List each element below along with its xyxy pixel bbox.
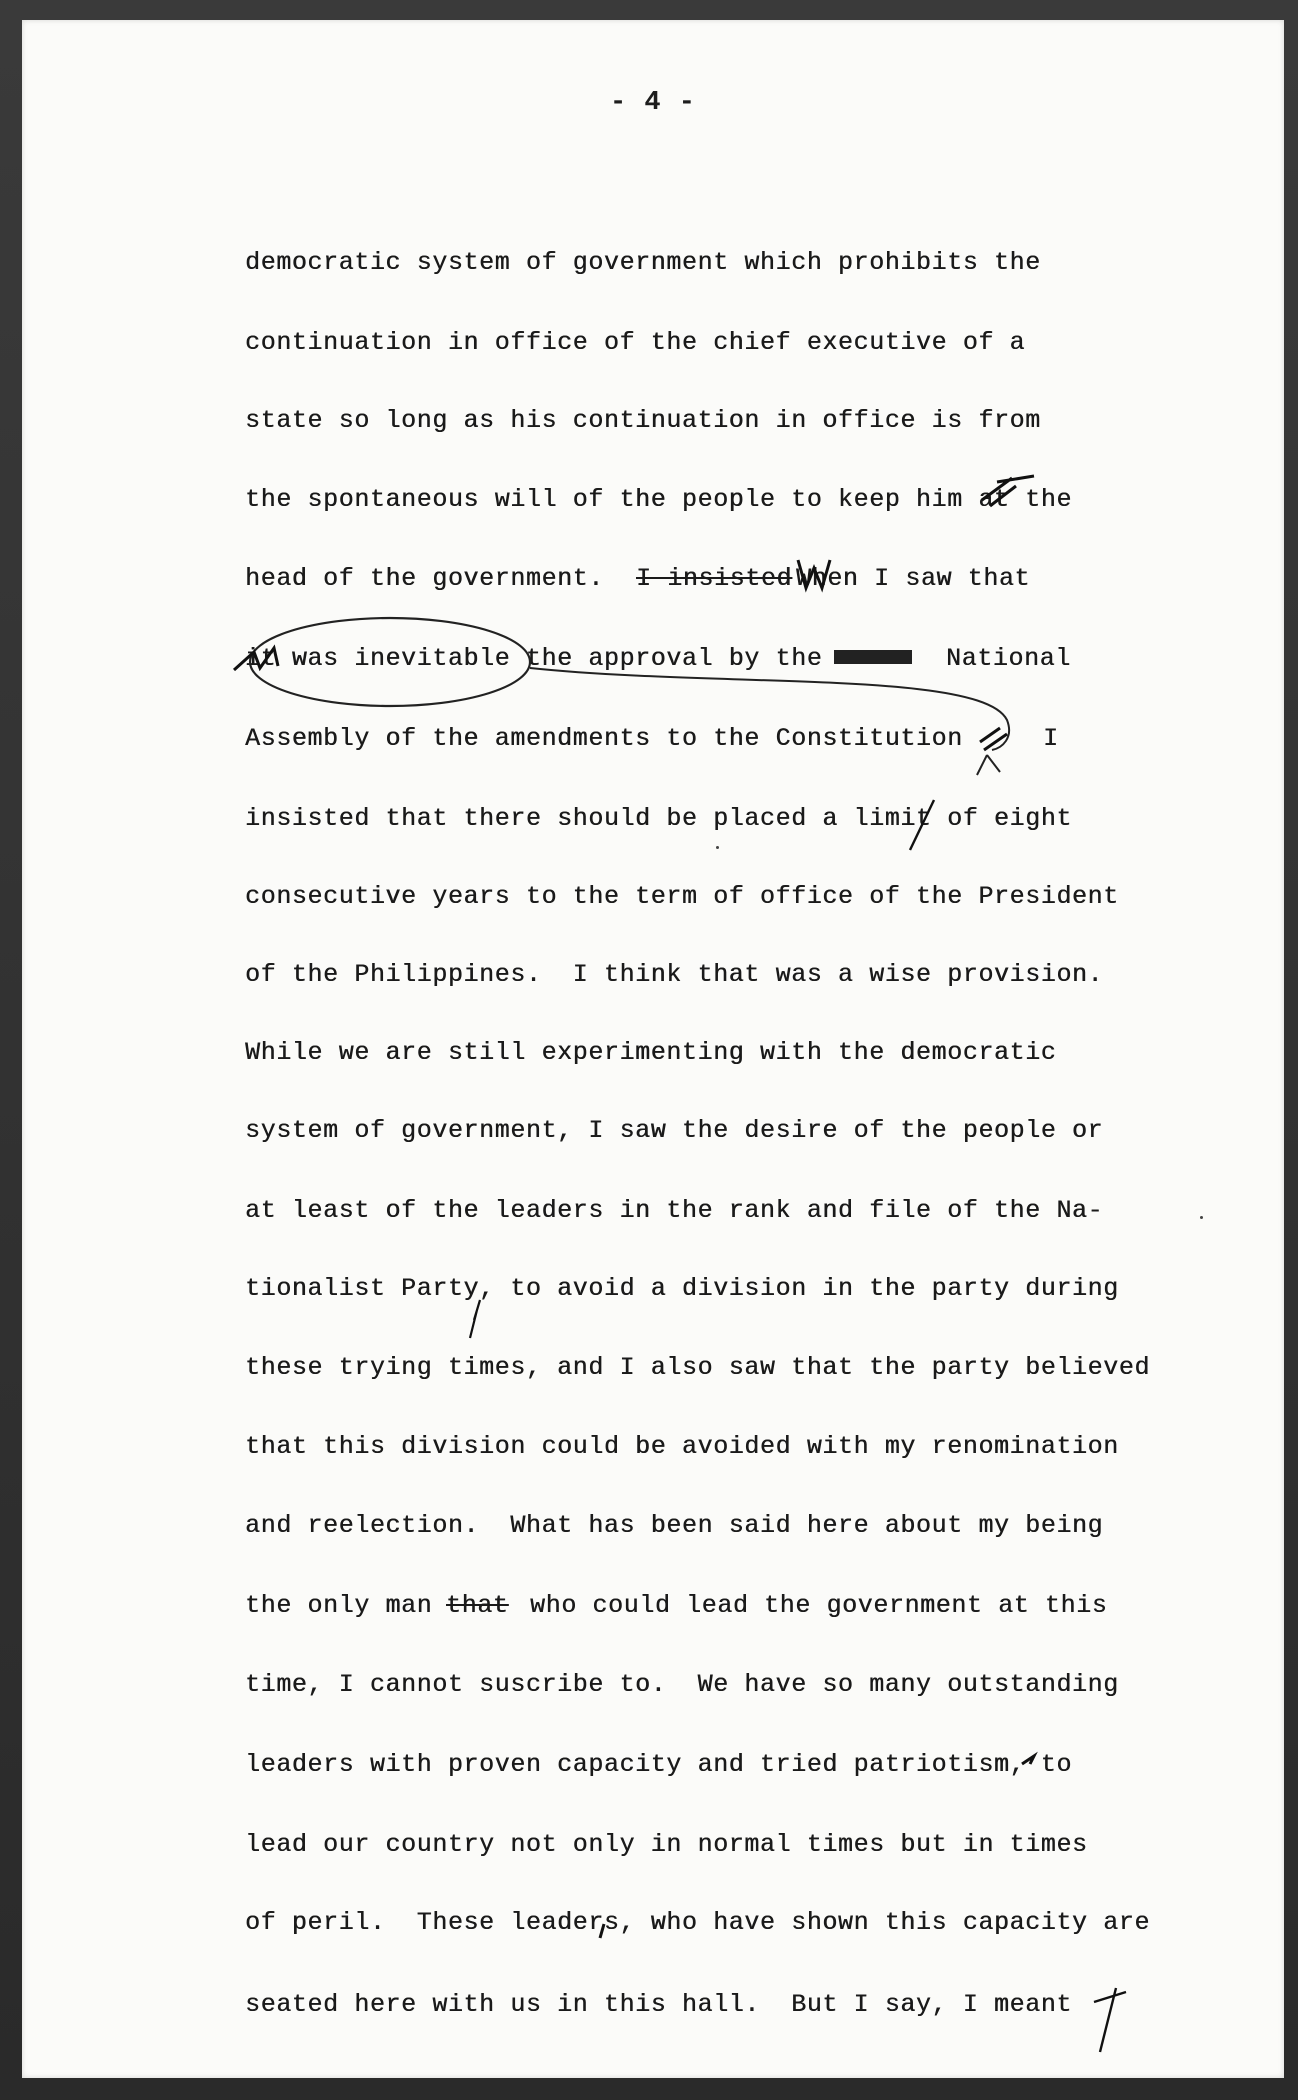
text-line: While we are still experimenting with the democratic [245, 1038, 1057, 1067]
text-line: at least of the leaders in the rank and file of the Na- [245, 1196, 1104, 1225]
text-line: who could lead the government at this [530, 1591, 1108, 1620]
text-line: continuation in office of the chief executive of a [245, 328, 1026, 357]
text-line: head of the government. [245, 564, 604, 593]
text-line: of peril. These leaders, who have shown this capacity are [245, 1908, 1150, 1937]
text-line: lead our country not only in normal times but in times [245, 1830, 1088, 1859]
struck-text: I insisted [636, 564, 793, 593]
text-line: insisted that there should be placed a limit of eight [245, 804, 1072, 833]
struck-text: that [446, 1591, 509, 1620]
text-line: I [1043, 724, 1059, 753]
text-line: it was inevitable the approval by the [245, 644, 823, 673]
text-line: state so long as his continuation in office is from [245, 406, 1041, 435]
text-line: Assembly of the amendments to the Constitution [245, 724, 963, 753]
text-line: and reelection. What has been said here about my being [245, 1511, 1104, 1540]
text-line: the spontaneous will of the people to keep him at the [245, 485, 1072, 514]
text-line: that this division could be avoided with my renomination [245, 1432, 1119, 1461]
text-line: the only man [245, 1591, 433, 1620]
text-line: National [946, 644, 1071, 673]
text-line: seated here with us in this hall. But I say, I meant [245, 1990, 1072, 2019]
typed-text-body [22, 20, 1284, 2078]
page-number: - 4 - [609, 88, 696, 118]
text-line: system of government, I saw the desire of the people or [245, 1116, 1104, 1145]
text-line: tionalist Party, to avoid a division in the party during [245, 1274, 1119, 1303]
text-line: democratic system of government which prohibits the [245, 248, 1041, 277]
text-line: leaders with proven capacity and tried patriotism, to [245, 1750, 1072, 1779]
text-line: these trying times, and I also saw that the party believed [245, 1353, 1150, 1382]
paper-speck [1200, 1216, 1203, 1219]
text-line: When I saw that [796, 564, 1031, 593]
text-line: time, I cannot suscribe to. We have so many outstanding [245, 1670, 1119, 1699]
text-line: consecutive years to the term of office of the President [245, 882, 1119, 911]
text-line: of the Philippines. I think that was a wise provision. [245, 960, 1104, 989]
document-page [22, 20, 1284, 2078]
paper-speck [716, 846, 719, 849]
